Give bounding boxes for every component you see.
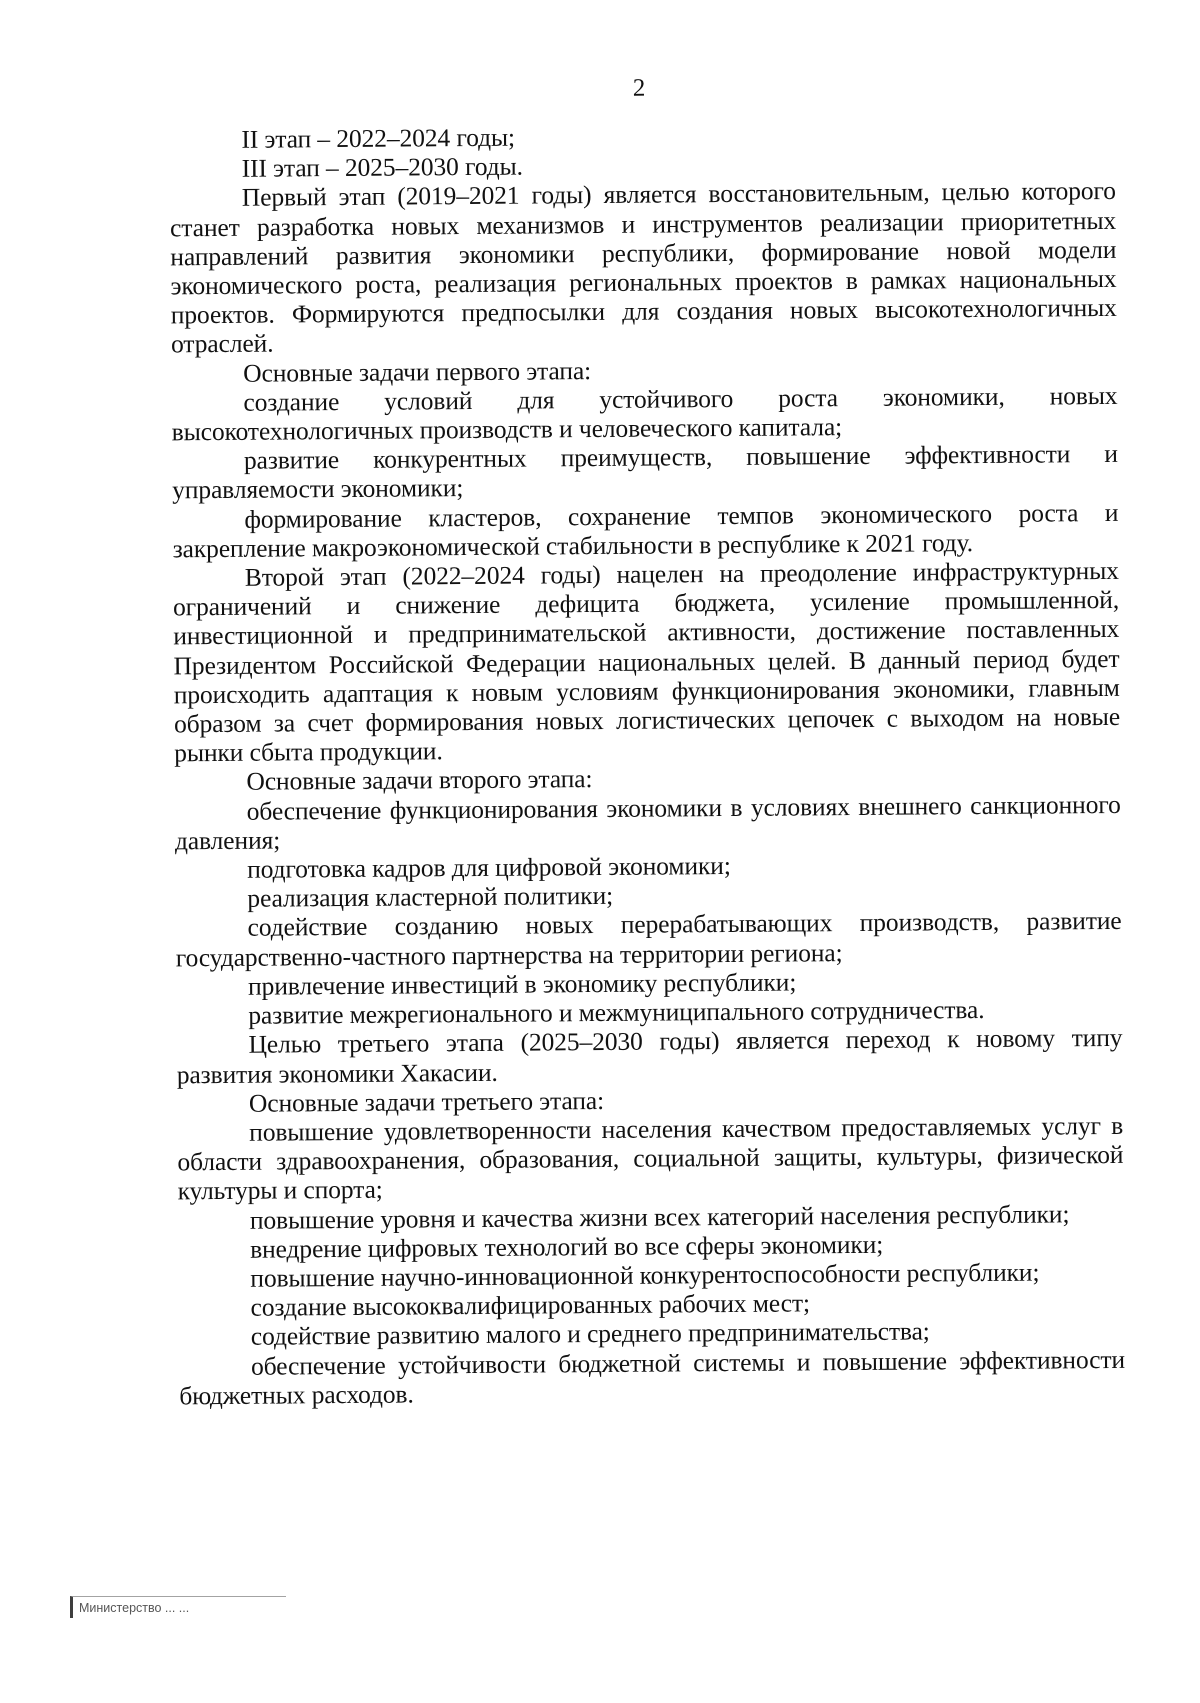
list-item: обеспечение устойчивости бюджетной системы и повышение эффективности бюджетных расходов. bbox=[179, 1344, 1126, 1411]
list-item: повышение научно-инновационной конкурентоспособности республики; bbox=[250, 1257, 1040, 1293]
ministry-stamp: Министерство ... ... bbox=[70, 1596, 286, 1618]
document-body bbox=[169, 118, 1125, 1410]
paragraph: III этап – 2025–2030 годы. bbox=[241, 151, 523, 183]
list-item: привлечение инвестиций в экономику республики; bbox=[247, 967, 797, 1001]
paragraph: Основные задачи первого этапа: bbox=[243, 355, 592, 388]
list-item: развитие межрегионального и межмуниципального сотрудничества. bbox=[248, 995, 985, 1030]
paragraph: Целью третьего этапа (2025–2030 годы) является переход к новому типу развития экономики Хакасии. bbox=[176, 1023, 1123, 1089]
paragraph: II этап – 2022–2024 годы; bbox=[241, 122, 516, 154]
list-item: содействие созданию новых перерабатывающих производств, развитие государственно-частного партнерства на территории региона; bbox=[175, 906, 1122, 973]
paragraph: Основные задачи третьего этапа: bbox=[248, 1085, 605, 1118]
list-item: повышение уровня и качества жизни всех категорий населения республики; bbox=[249, 1198, 1070, 1235]
list-item: повышение удовлетворенности населения качеством предоставляемых услуг в области здравоохранения, образования, социальной защиты, культуры, физической культуры и спорта; bbox=[177, 1110, 1124, 1206]
list-item: обеспечение функционирования экономики в условиях внешнего санкционного давления; bbox=[174, 789, 1121, 856]
paragraph: Основные задачи второго этапа: bbox=[246, 764, 593, 797]
list-item: содействие развитию малого и среднего предпринимательства; bbox=[250, 1316, 930, 1352]
list-item: создание условий для устойчивого роста экономики, новых высокотехнологичных производств и человеческого капитала; bbox=[171, 380, 1118, 447]
paragraph: Второй этап (2022–2024 годы) нацелен на преодоление инфраструктурных ограничений и снижение дефицита бюджета, усиление промышленной, инвестиционной и предпринимательской активности, достижение поставленных Президентом Российской Федерации национальных целей. В данный период будет происходить адаптация к новым условиям функционирования экономики, главным образом за счет формирования новых логистических цепочек с выходом на новые рынки сбыта продукции. bbox=[172, 555, 1121, 768]
list-item: формирование кластеров, сохранение темпов экономического роста и закрепление макроэкономической стабильности в республике к 2021 году. bbox=[172, 497, 1119, 564]
page-number: 2 bbox=[632, 74, 646, 102]
list-item: реализация кластерной политики; bbox=[247, 881, 614, 914]
paragraph: Первый этап (2019–2021 годы) является восстановительным, целью которого станет разработка новых механизмов и инструментов реализации приоритетных направлений развития экономики республики, формирование новой модели экономического роста, реализация региональных проектов в рамках национальных проектов. Формируются предпосылки для создания новых высокотехнологичных отраслей. bbox=[169, 176, 1117, 359]
list-item: развитие конкурентных преимуществ, повышение эффективности и управляемости экономики; bbox=[172, 439, 1119, 505]
list-item: создание высококвалифицированных рабочих мест; bbox=[250, 1288, 811, 1322]
list-item: внедрение цифровых технологий во все сферы экономики; bbox=[250, 1229, 884, 1264]
list-item: подготовка кадров для цифровой экономики; bbox=[247, 851, 731, 884]
